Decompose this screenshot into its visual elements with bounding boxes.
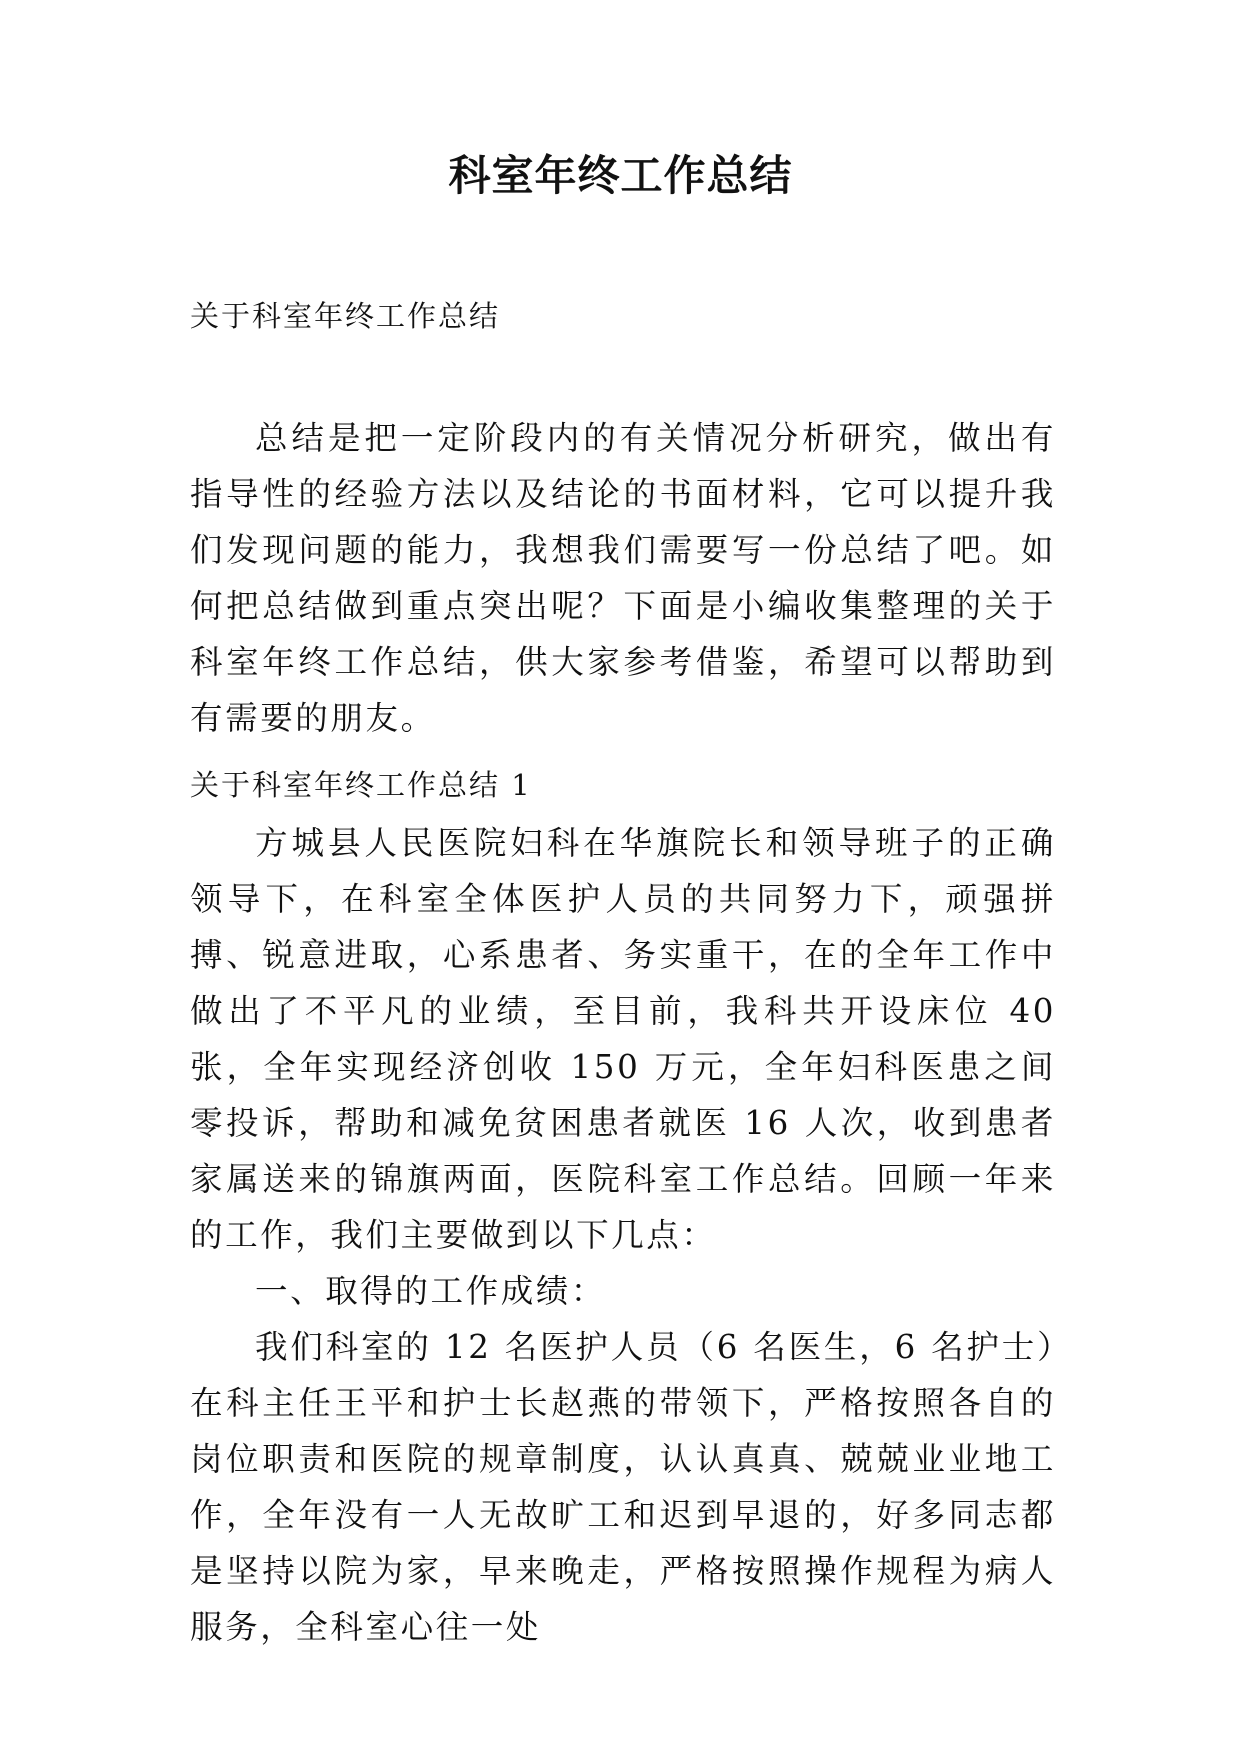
document-subtitle: 关于科室年终工作总结 [190, 299, 501, 333]
section-heading: 关于科室年终工作总结 1 [190, 768, 532, 802]
intro-block [190, 410, 1056, 746]
body-paragraph: 我们科室的 12 名医护人员（6 名医生，6 名护士）在科主任王平和护士长赵燕的带领下，严格按照各自的岗位职责和医院的规章制度，认认真真、兢兢业业地工作，全年没有一人无故旷工和迟到早退的，好多同志都是坚持以院为家，早来晚走，严格按照操作规程为病人服务，全科室心往一处 [190, 1328, 1056, 1646]
section-body [190, 815, 1056, 1655]
document-title: 科室年终工作总结 [448, 151, 793, 200]
body-paragraph: 方城县人民医院妇科在华旗院长和领导班子的正确领导下，在科室全体医护人员的共同努力下，顽强拼搏、锐意进取，心系患者、务实重干，在的全年工作中做出了不平凡的业绩，至目前，我科共开设床位 40 张，全年实现经济创收 150 万元，全年妇科医患之间零投诉，帮助和减免贫困患者就医 16 人次，收到患者家属送来的锦旗两面，医院科室工作总结。回顾一年来的工作，我们主要做到以下几点： [190, 824, 1056, 1254]
intro-paragraph: 总结是把一定阶段内的有关情况分析研究，做出有指导性的经验方法以及结论的书面材料，它可以提升我们发现问题的能力，我想我们需要写一份总结了吧。如何把总结做到重点突出呢？下面是小编收集整理的关于科室年终工作总结，供大家参考借鉴，希望可以帮助到有需要的朋友。 [190, 419, 1056, 737]
body-paragraph: 一、取得的工作成绩： [255, 1272, 607, 1310]
